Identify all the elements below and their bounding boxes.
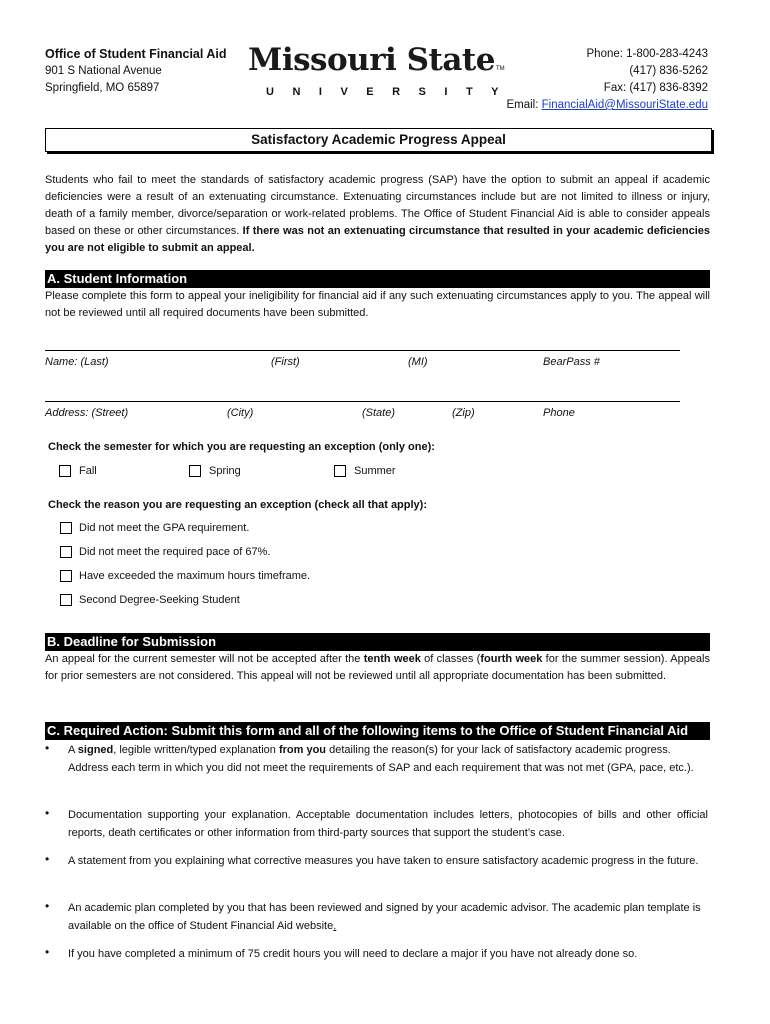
name-line[interactable]	[45, 350, 680, 351]
gpa-reason-label: Did not meet the GPA requirement.	[79, 522, 250, 534]
deadline-fourth-week: fourth week	[480, 653, 543, 665]
phone-local: (417) 836-5262	[629, 65, 708, 77]
deadline-text-1: An appeal for the current semester will not be accepted after the	[45, 653, 364, 665]
max-hours-reason-label: Have exceeded the maximum hours timeframe.	[79, 570, 311, 582]
item1-from-you: from you	[278, 744, 327, 756]
deadline-tenth-week: tenth week	[363, 653, 421, 665]
contact-block	[506, 46, 708, 114]
intro-text: Students who fail to meet the standards of satisfactory academic progress (SAP) have the option to submit an appeal if academic deficiencies were a result of an extenuating circumstance. Extenuating circumstances include but are not limited to illness or injury, death of a family member, divorce/separation or work-related problems. The Office of Student Financial Aid is able to consider appeals based on these or other circumstances.	[45, 174, 710, 237]
reason-question: Check the reason you are requesting an exception (check all that apply):	[48, 499, 427, 511]
logo-subtitle: UNIVERSITY	[266, 86, 518, 98]
fax: Fax: (417) 836-8392	[603, 82, 708, 94]
pace-reason-checkbox[interactable]	[60, 546, 72, 558]
address-line-1: 901 S National Avenue	[45, 65, 162, 77]
item1-text-2: , legible written/typed explanation	[113, 744, 279, 756]
address-line[interactable]	[45, 401, 680, 402]
deadline-text-2: of classes (	[420, 653, 481, 665]
item1-text-1: A	[68, 744, 78, 756]
bullet-1: •	[45, 741, 50, 755]
fall-checkbox[interactable]	[59, 465, 71, 477]
second-degree-reason-checkbox[interactable]	[60, 594, 72, 606]
bullet-3: •	[45, 852, 50, 866]
address-line-2: Springfield, MO 65897	[45, 82, 160, 94]
last-name-label: Name: (Last)	[45, 356, 109, 368]
deadline-text-3: for the summer session). Appeals for prior semesters are not considered. This appeal will not be reviewed until all appropriate documentation has been submitted.	[45, 653, 710, 682]
spring-checkbox[interactable]	[189, 465, 201, 477]
second-degree-reason-label: Second Degree-Seeking Student	[79, 594, 240, 606]
intro-paragraph	[45, 172, 710, 257]
section-a-heading: A. Student Information	[45, 270, 710, 288]
item1-signed: signed	[77, 744, 114, 756]
section-b-heading: B. Deadline for Submission	[45, 633, 710, 651]
required-item-documentation: Documentation supporting your explanation. Acceptable documentation includes letters, photocopies of bills and other official reports, death certificates or other information from third-party sources that support the student’s case.	[68, 809, 708, 839]
email-row	[506, 97, 708, 114]
fall-label: Fall	[79, 465, 97, 477]
email-link[interactable]: FinancialAid@MissouriState.edu	[541, 99, 708, 111]
email-label: Email:	[506, 99, 542, 111]
max-hours-reason-checkbox[interactable]	[60, 570, 72, 582]
required-item-academic-plan	[68, 899, 708, 935]
summer-label: Summer	[354, 465, 396, 477]
pace-reason-label: Did not meet the required pace of 67%.	[79, 546, 271, 558]
zip-label: (Zip)	[452, 407, 475, 419]
bullet-2: •	[45, 806, 50, 820]
bullet-5: •	[45, 945, 50, 959]
phone: Phone: 1-800-283-4243	[586, 48, 708, 60]
section-c-heading: C. Required Action: Submit this form and all of the following items to the Office of Student Financial Aid	[45, 722, 710, 740]
form-title: Satisfactory Academic Progress Appeal	[45, 128, 712, 152]
required-item-explanation	[68, 741, 708, 777]
logo-trademark: TM	[496, 66, 505, 72]
item4-text: An academic plan completed by you that has been reviewed and signed by your academic advisor. The academic plan template is available on the office of Student Financial Aid website	[68, 902, 701, 932]
office-address-block	[45, 46, 227, 97]
university-logo	[248, 42, 518, 100]
first-name-label: (First)	[271, 356, 300, 368]
bearpass-label: BearPass #	[543, 356, 600, 368]
phone-label: Phone	[543, 407, 575, 419]
spring-label: Spring	[209, 465, 241, 477]
middle-initial-label: (MI)	[408, 356, 428, 368]
bullet-4: •	[45, 899, 50, 913]
required-item-major: If you have completed a minimum of 75 credit hours you will need to declare a major if you have not already done so.	[68, 948, 638, 960]
section-a-text: Please complete this form to appeal your ineligibility for financial aid if any such extenuating circumstances apply to you. The appeal will not be reviewed until all required documents have been submitted.	[45, 290, 710, 319]
summer-checkbox[interactable]	[334, 465, 346, 477]
semester-question: Check the semester for which you are requesting an exception (only one):	[48, 441, 435, 453]
intro-bold: If there was not an extenuating circumstance that resulted in your academic deficiencies you are not eligible to submit an appeal.	[45, 225, 710, 254]
street-label: Address: (Street)	[45, 407, 129, 419]
section-b-text	[45, 651, 710, 685]
required-item-statement: A statement from you explaining what corrective measures you have taken to ensure satisfactory academic progress in the future.	[68, 855, 699, 867]
gpa-reason-checkbox[interactable]	[60, 522, 72, 534]
city-label: (City)	[227, 407, 254, 419]
item4-link-end[interactable]: .	[333, 920, 337, 932]
office-name: Office of Student Financial Aid	[45, 47, 227, 61]
logo-wordmark: Missouri State	[248, 42, 495, 78]
item1-text-3: detailing the reason(s) for your lack of satisfactory academic progress. Address each term in which you did not meet the requirements of SAP and each requirement that was not met (GPA, pace, etc.).	[68, 744, 694, 774]
state-label: (State)	[362, 407, 396, 419]
